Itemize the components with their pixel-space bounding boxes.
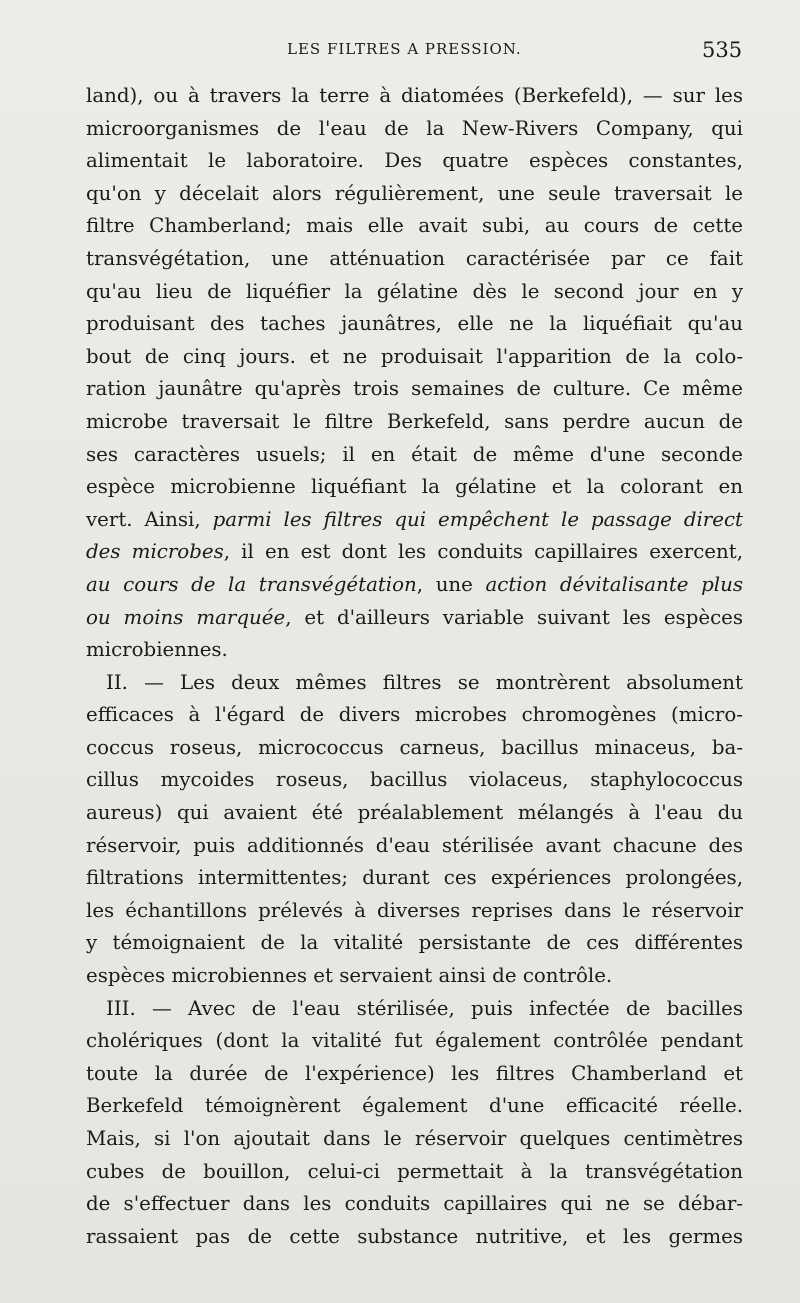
running-head <box>0 38 800 68</box>
text-line: aureus) qui avaient été préalablement mélangés à l'eau du <box>86 801 743 825</box>
text-line: les échantillons prélevés à diverses reprises dans le réservoir <box>86 898 743 922</box>
italic-text: ou moins marquée <box>86 605 286 629</box>
text-line: vert. Ainsi, parmi les filtres qui empêchent le passage direct <box>86 507 743 531</box>
text-line: ou moins marquée, et d'ailleurs variable suivant les espèces <box>86 605 743 629</box>
text-line: au cours de la transvégétation, une action dévitalisante plus <box>86 572 743 596</box>
text-line: qu'on y décelait alors régulièrement, une seule traversait le <box>86 181 743 205</box>
text-line: microorganismes de l'eau de la New-Rivers Company, qui <box>86 116 743 140</box>
text-line: land), ou à travers la terre à diatomées (Berkefeld), — sur les <box>86 84 743 107</box>
text-line: toute la durée de l'expérience) les filtres Chamberland et <box>86 1061 743 1085</box>
text-line: cillus mycoides roseus, bacillus violaceus, staphylococcus <box>86 768 743 792</box>
italic-text: action dévitalisante plus <box>485 572 743 596</box>
text-line: ration jaunâtre qu'après trois semaines de culture. Ce même <box>86 377 743 401</box>
text-line: filtre Chamberland; mais elle avait subi, au cours de cette <box>86 214 743 238</box>
text-line: efficaces à l'égard de divers microbes chromogènes (micro- <box>86 703 743 727</box>
italic-text: parmi les filtres qui empêchent le passage direct <box>212 507 743 531</box>
text-line: transvégétation, une atténuation caractérisée par ce fait <box>86 246 743 270</box>
text-line: III. — Avec de l'eau stérilisée, puis infectée de bacilles <box>106 996 743 1020</box>
page-number: 535 <box>702 38 743 62</box>
text-line: Berkefeld témoignèrent également d'une efficacité réelle. <box>86 1094 743 1118</box>
text-line: II. — Les deux mêmes filtres se montrèrent absolument <box>106 670 743 694</box>
italic-text: des microbes <box>86 540 224 564</box>
text-line: des microbes, il en est dont les conduits capillaires exercent, <box>86 540 743 564</box>
text-line: cubes de bouillon, celui-ci permettait à la transvégétation <box>86 1159 743 1183</box>
text-line: de s'effectuer dans les conduits capillaires qui ne se débar- <box>86 1192 743 1216</box>
text-line: y témoignaient de la vitalité persistante de ces différentes <box>86 931 743 955</box>
text-line: filtrations intermittentes; durant ces expériences prolongées, <box>86 866 743 890</box>
text-line: coccus roseus, micrococcus carneus, bacillus minaceus, ba- <box>86 735 743 759</box>
text-line: ses caractères usuels; il en était de même d'une seconde <box>86 442 743 466</box>
text-line: rassaient pas de cette substance nutritive, et les germes <box>86 1224 743 1248</box>
text-line: Mais, si l'on ajoutait dans le réservoir quelques centimètres <box>86 1127 743 1150</box>
text-line: cholériques (dont la vitalité fut également contrôlée pendant <box>86 1029 743 1053</box>
text-line: microbiennes. <box>86 638 228 662</box>
italic-text: au cours de la transvégétation <box>86 572 417 596</box>
text-line: bout de cinq jours. et ne produisait l'apparition de la colo- <box>86 344 743 368</box>
text-line: espèce microbienne liquéfiant la gélatine et la colorant en <box>86 475 743 499</box>
running-title: LES FILTRES A PRESSION. <box>287 40 522 58</box>
text-line: espèces microbiennes et servaient ainsi de contrôle. <box>86 964 613 988</box>
text-line: réservoir, puis additionnés d'eau stérilisée avant chacune des <box>86 833 743 857</box>
text-line: microbe traversait le filtre Berkefeld, sans perdre aucun de <box>86 409 743 433</box>
body-text <box>86 80 743 1253</box>
text-line: alimentait le laboratoire. Des quatre espèces constantes, <box>86 149 743 173</box>
text-line: qu'au lieu de liquéfier la gélatine dès le second jour en y <box>86 279 743 303</box>
text-line: produisant des taches jaunâtres, elle ne la liquéfiait qu'au <box>86 312 743 336</box>
